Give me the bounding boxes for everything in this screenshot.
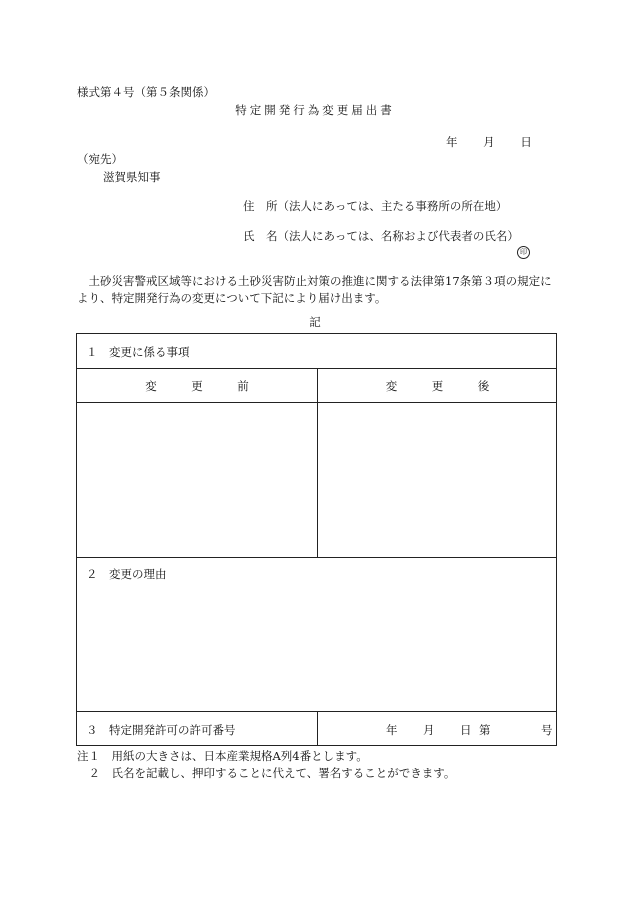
- ki-heading: 記: [309, 315, 321, 329]
- reason-content-cell[interactable]: [78, 584, 556, 709]
- note-1: 注１ 用紙の大きさは、日本産業規格A列4番とします。: [77, 749, 368, 763]
- date-line: [446, 135, 532, 149]
- notes: [77, 748, 455, 782]
- document-title: 特定開発行為変更届出書: [235, 103, 395, 117]
- section1-title: １ 変更に係る事項: [86, 345, 190, 359]
- date-year: 年: [446, 135, 458, 149]
- addressee: 滋賀県知事: [103, 170, 161, 184]
- applicant-name-label: 氏 名（法人にあっては、名称および代表者の氏名）: [243, 229, 519, 243]
- permit-year: 年: [386, 723, 398, 737]
- body-text: 土砂災害警戒区域等における土砂災害防止対策の推進に関する法律第17条第３項の規定により、特定開発行為の変更について下記により届け出ます。: [77, 274, 552, 305]
- permit-go: 号: [541, 723, 553, 737]
- after-content-cell[interactable]: [319, 403, 556, 556]
- form-table: [76, 333, 557, 746]
- date-day: 日: [520, 135, 532, 149]
- table-column-divider: [317, 711, 318, 746]
- date-month: 月: [483, 135, 495, 149]
- form-number: 様式第４号（第５条関係）: [77, 85, 215, 99]
- before-header: 変 更 前: [145, 379, 249, 393]
- addressee-label: （宛先）: [77, 152, 123, 166]
- applicant-address-label: 住 所（法人にあっては、主たる事務所の所在地）: [243, 199, 508, 213]
- table-column-divider: [317, 368, 318, 557]
- permit-day: 日: [460, 723, 472, 737]
- permit-month: 月: [423, 723, 435, 737]
- permit-dai: 第: [479, 723, 491, 737]
- table-divider: [77, 557, 556, 558]
- section3-title: ３ 特定開発許可の許可番号: [86, 723, 236, 737]
- after-header: 変 更 後: [385, 379, 490, 393]
- before-content-cell[interactable]: [78, 403, 316, 556]
- section2-title: ２ 変更の理由: [86, 567, 167, 581]
- note-2: ２ 氏名を記載し、押印することに代えて、署名することができます。: [77, 766, 456, 780]
- seal-icon: 印: [517, 246, 530, 259]
